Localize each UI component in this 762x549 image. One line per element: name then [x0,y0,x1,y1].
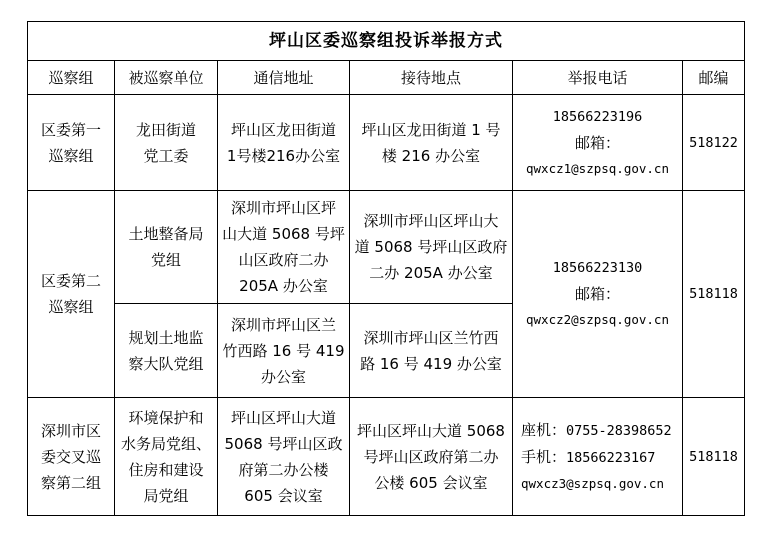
reception-cell: 坪山区龙田街道 1 号 楼 216 办公室 [350,95,513,191]
table-row [28,95,745,191]
unit-cell: 土地整备局 党组 [115,191,218,304]
address-cell: 深圳市坪山区兰 竹西路 16 号 419 办公室 [218,304,350,398]
postcode-cell: 518118 [683,398,745,516]
group-name-cell: 深圳市区 委交叉巡 察第二组 [28,398,115,516]
unit-cell: 环境保护和 水务局党组、 住房和建设 局党组 [115,398,218,516]
group-name-cell: 区委第一 巡察组 [28,95,115,191]
header-postcode: 邮编 [683,61,745,95]
postcode-cell: 518118 [683,191,745,398]
table-title: 坪山区委巡察组投诉举报方式 [28,22,745,61]
landline-line [521,417,678,444]
phone-cell [513,398,683,516]
mobile-label: 手机： [521,447,567,466]
address-cell: 坪山区坪山大道 5068 号坪山区政 府第二办公楼 605 会议室 [218,398,350,516]
header-unit: 被巡察单位 [115,61,218,95]
header-reception: 接待地点 [350,61,513,95]
email-address[interactable]: qwxcz3@szpsq.gov.cn [521,475,664,491]
header-address: 通信地址 [218,61,350,95]
email-label: 邮箱： [574,285,620,303]
address-cell: 坪山区龙田街道 1号楼216办公室 [218,95,350,191]
mobile-line [521,444,678,471]
reception-cell: 坪山区坪山大道 5068 号坪山区政府第二办 公楼 605 会议室 [350,398,513,516]
reception-cell: 深圳市坪山区兰竹西 路 16 号 419 办公室 [350,304,513,398]
phone-cell [513,95,683,191]
complaint-contact-table [27,21,745,516]
landline-label: 座机： [521,420,567,439]
header-group: 巡察组 [28,61,115,95]
phone-number: 18566223130 [552,260,643,276]
mobile-number: 18566223167 [566,449,656,466]
reception-cell: 深圳市坪山区坪山大 道 5068 号坪山区政府 二办 205A 办公室 [350,191,513,304]
header-phone: 举报电话 [513,61,683,95]
phone-cell [513,191,683,398]
email-address[interactable]: qwxcz1@szpsq.gov.cn [526,160,669,176]
group-name-cell: 区委第二 巡察组 [28,191,115,398]
unit-cell: 规划土地监 察大队党组 [115,304,218,398]
email-address[interactable]: qwxcz2@szpsq.gov.cn [526,312,669,327]
phone-number: 18566223196 [552,108,643,125]
address-cell: 深圳市坪山区坪 山大道 5068 号坪 山区政府二办 205A 办公室 [218,191,350,304]
landline-number: 0755-28398652 [566,422,672,439]
postcode-cell: 518122 [683,95,745,191]
unit-cell: 龙田街道 党工委 [115,95,218,191]
email-label: 邮箱： [574,133,620,152]
table-row [28,398,745,516]
table-row [28,191,745,304]
